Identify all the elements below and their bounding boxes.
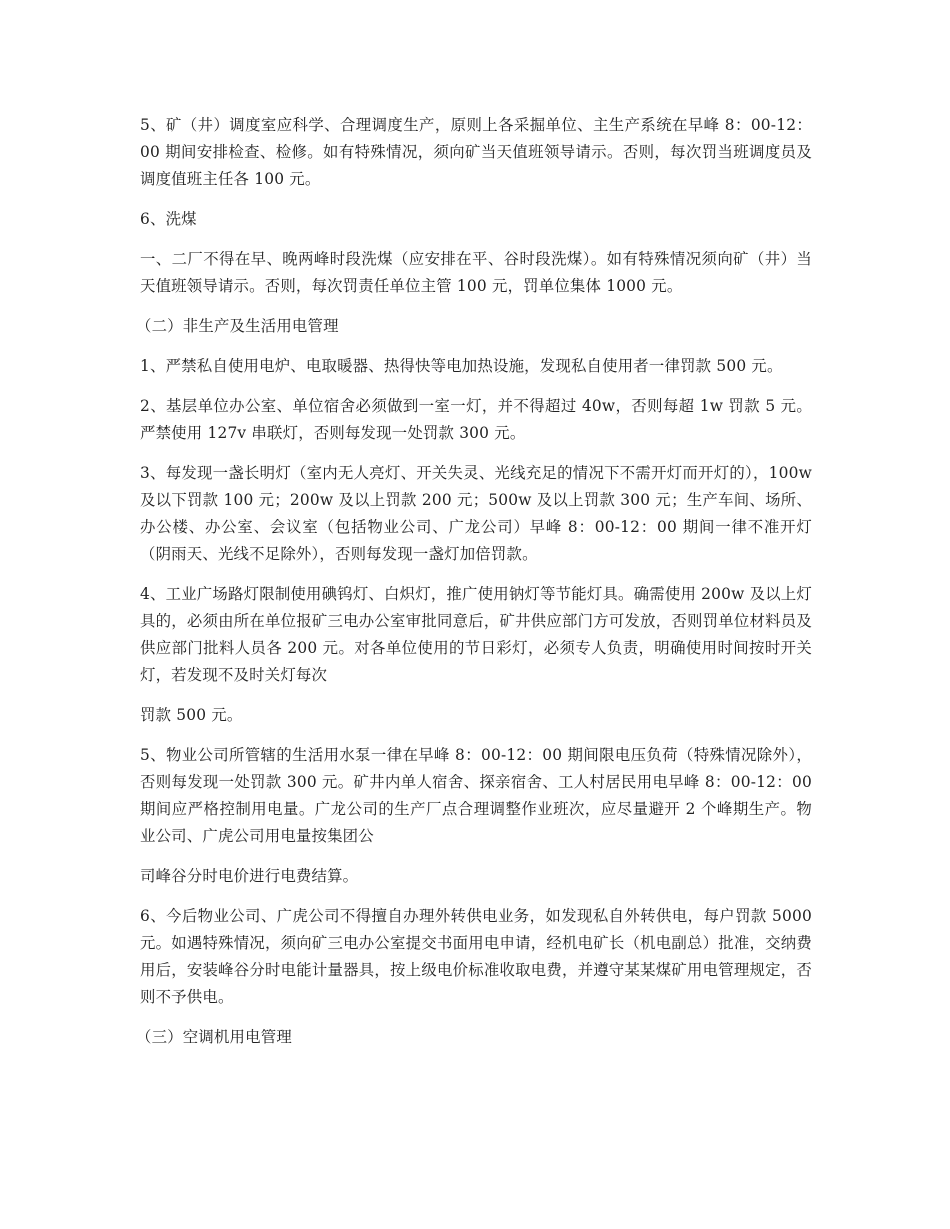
paragraph-street-lights-fine: 罚款 500 元。 (140, 706, 243, 724)
section-heading-non-production: （二）非生产及生活用电管理 (136, 317, 339, 335)
paragraph-water-pumps-billing: 司峰谷分时电价进行电费结算。 (140, 867, 359, 885)
paragraph-office-lighting: 2、基层单位办公室、单位宿舍必须做到一室一灯，并不得超过 40w，否则每超 1w 罚款 5 元。严禁使用 127v 串联灯，否则每发现一处罚款 300 元。 (140, 397, 812, 442)
paragraph-dispatch-room: 5、矿（井）调度室应科学、合理调度生产，原则上各采掘单位、主生产系统在早峰 8：00-12：00 期间安排检查、检修。如有特殊情况，须向矿当天值班领导请示。否则，每次罚当班调度员及调度值班主任各 100 元。 (140, 116, 812, 188)
section-heading-air-conditioning: （三）空调机用电管理 (136, 1028, 292, 1046)
paragraph-power-transfer: 6、今后物业公司、广虎公司不得擅自办理外转供电业务，如发现私自外转供电，每户罚款 5000 元。如遇特殊情况，须向矿三电办公室提交书面用电申请，经机电矿长（机电副总）批准，交纳费用后，安装峰谷分时电能计量器具，按上级电价标准收取电费，并遵守某某煤矿用电管理规定，否则不予供电。 (140, 907, 812, 1006)
paragraph-coal-washing-rule: 一、二厂不得在早、晚两峰时段洗煤（应安排在平、谷时段洗煤）。如有特殊情况须向矿（井）当天值班领导请示。否则，每次罚责任单位主管 100 元，罚单位集体 1000 元。 (140, 250, 812, 295)
paragraph-ever-burning-lights: 3、每发现一盏长明灯（室内无人亮灯、开关失灵、光线充足的情况下不需开灯而开灯的），100w 及以下罚款 100 元；200w 及以上罚款 200 元；500w 及以上罚款 300 元；生产车间、场所、办公楼、办公室、会议室（包括物业公司、广龙公司）早峰 8：00-12：00 期间一律不准开灯（阴雨天、光线不足除外），否则每发现一盏灯加倍罚款。 (140, 464, 812, 563)
paragraph-water-pumps: 5、物业公司所管辖的生活用水泵一律在早峰 8：00-12：00 期间限电压负荷（特殊情况除外），否则每发现一处罚款 300 元。矿井内单人宿舍、探亲宿舍、工人村居民用电早峰 8：00-12：00 期间应严格控制用电量。广龙公司的生产厂点合理调整作业班次，应尽量避开 2 个峰期生产。物业公司、广虎公司用电量按集团公 (140, 746, 812, 845)
paragraph-coal-washing-title: 6、洗煤 (140, 210, 197, 228)
paragraph-street-lights: 4、工业广场路灯限制使用碘钨灯、白炽灯，推广使用钠灯等节能灯具。确需使用 200w 及以上灯具的，必须由所在单位报矿三电办公室审批同意后，矿井供应部门方可发放，否则罚单位材料员及供应部门批料人员各 200 元。对各单位使用的节日彩灯，必须专人负责，明确使用时间按时开关灯，若发现不及时关灯每次 (140, 585, 812, 684)
paragraph-electric-heaters: 1、严禁私自使用电炉、电取暖器、热得快等电加热设施，发现私自使用者一律罚款 500 元。 (140, 357, 783, 375)
document-page (136, 112, 812, 1064)
